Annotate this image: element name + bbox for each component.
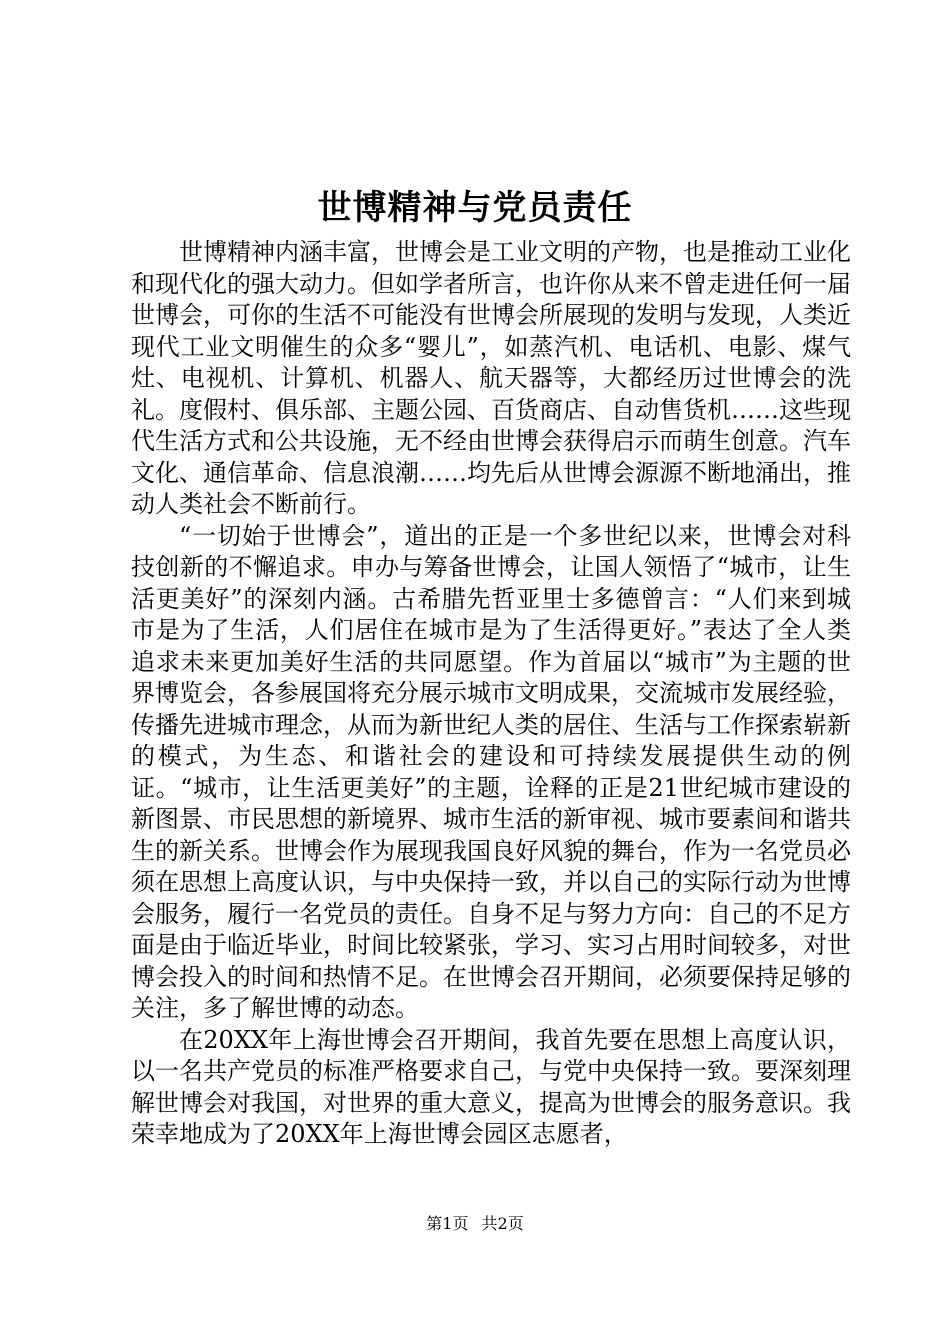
document-title: 世博精神与党员责任	[317, 188, 633, 228]
paragraph-2: “一切始于世博会”，道出的正是一个多世纪以来，世博会对科技创新的不懈追求。申办与筹备世博会，让国人领悟了“城市，让生活更美好”的深刻内涵。古希腊先哲亚里士多德曾言：“人们来到城市是为了生活，人们居住在城市是为了生活得更好。”表达了全人类追求未来更加美好生活的共同愿望。作为首届以“城市”为主题的世界博览会，各参展国将充分展示城市文明成果，交流城市发展经验，传播先进城市理念，从而为新世纪人类的居住、生活与工作探索崭新的模式，为生态、和谐社会的建设和可持续发展提供生动的例证。“城市，让生活更美好”的主题，诠释的正是21世纪城市建设的新图景、市民思想的新境界、城市生活的新审视、城市要素间和谐共生的新关系。世博会作为展现我国良好风貌的舞台，作为一名党员必须在思想上高度认识，与中央保持一致，并以自己的实际行动为世博会服务，履行一名党员的责任。自身不足与努力方向：自己的不足方面是由于临近毕业，时间比较紧张，学习、实习占用时间较多，对世博会投入的时间和热情不足。在世博会召开期间，必须要保持足够的关注，多了解世博的动态。	[131, 521, 851, 1022]
page-footer	[0, 1213, 950, 1235]
page-number-current: 第1页	[426, 1214, 469, 1233]
page-number-total: 共2页	[481, 1214, 524, 1233]
paragraph-1: 世博精神内涵丰富，世博会是工业文明的产物，也是推动工业化和现代化的强大动力。但如学者所言，也许你从来不曾走进任何一届世博会，可你的生活不可能没有世博会所展现的发明与发现，人类近现代工业文明催生的众多“婴儿”，如蒸汽机、电话机、电影、煤气灶、电视机、计算机、机器人、航天器等，大都经历过世博会的洗礼。度假村、俱乐部、主题公园、百货商店、自动售货机……这些现代生活方式和公共设施，无不经由世博会获得启示而萌生创意。汽车文化、通信革命、信息浪潮……均先后从世博会源源不断地涌出，推动人类社会不断前行。	[131, 238, 851, 518]
document-body	[131, 237, 851, 1151]
paragraph-3: 在20XX年上海世博会召开期间，我首先要在思想上高度认识，以一名共产党员的标准严格要求自己，与党中央保持一致。要深刻理解世博会对我国，对世界的重大意义，提高为世博会的服务意识。我荣幸地成为了20XX年上海世博会园区志愿者，	[131, 1025, 851, 1148]
